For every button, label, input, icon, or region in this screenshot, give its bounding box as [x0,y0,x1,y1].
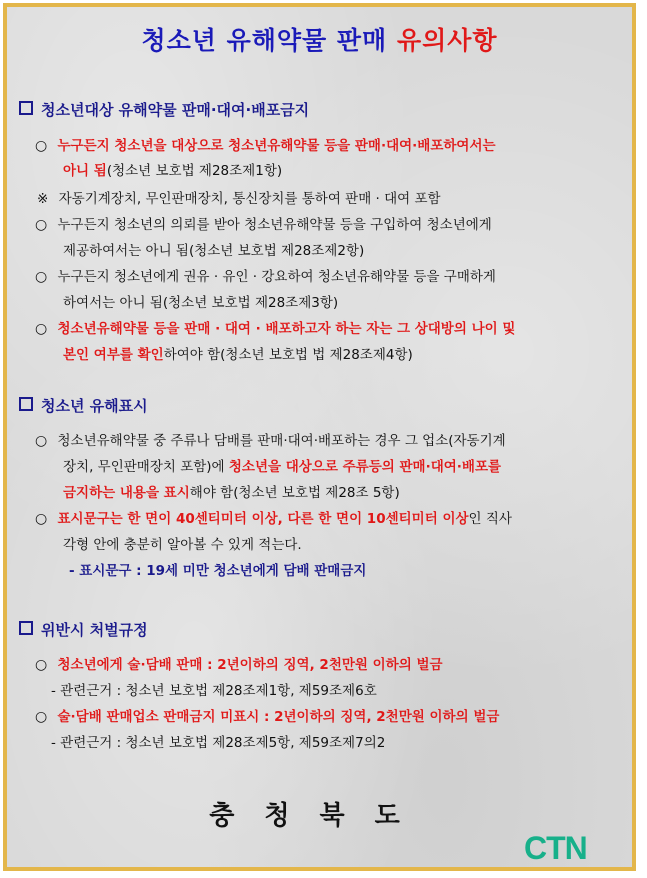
list-item: ○ 청소년에게 술·담배 판매 : 2년이하의 징역, 2천만원 이하의 벌금 [35,657,443,673]
section-heading-penalty: 위반시 처벌규정 [19,619,148,640]
ctn-logo: CTN [524,830,587,866]
list-item: ○ 누구든지 청소년에게 권유 · 유인 · 강요하여 청소년유해약물 등을 구매하게 [35,269,496,285]
list-item: ○ 청소년유해약물 등을 판매 · 대여 · 배포하고자 하는 자는 그 상대방의 나이 및 [35,321,516,337]
list-item: ○ 누구든지 청소년을 대상으로 청소년유해약물 등을 판매·대여·배포하여서는 [35,138,496,154]
legal-basis: - 관련근거 : 청소년 보호법 제28조제1항, 제59조제6호 [51,683,377,699]
checkbox-square-icon [19,397,33,411]
list-item-cont: 하여서는 아니 됨(청소년 보호법 제28조제3항) [63,295,339,311]
section-heading-label: 청소년 유해표시 [19,395,148,416]
legal-basis: - 관련근거 : 청소년 보호법 제28조제5항, 제59조제7의2 [51,735,386,751]
list-item-cont: 아니 됨(청소년 보호법 제28조제1항) [63,163,283,179]
poster-frame [3,3,636,871]
list-item: ○ 표시문구는 한 면이 40센티미터 이상, 다른 한 면이 10센티미터 이상인 직사 [35,511,512,527]
checkbox-square-icon [19,101,33,115]
label-phrase-note: - 표시문구 : 19세 미만 청소년에게 담배 판매금지 [69,563,367,579]
list-item: ○ 청소년유해약물 중 주류나 담배를 판매·대여·배포하는 경우 그 업소(자동기계 [35,433,506,449]
list-item: ○ 누구든지 청소년의 의뢰를 받아 청소년유해약물 등을 구입하여 청소년에게 [35,217,492,233]
issuer-name: 충청북도 [209,801,430,831]
list-item-cont: 각형 안에 충분히 알아볼 수 있게 적는다. [63,537,302,553]
section-heading-ban: 청소년대상 유해약물 판매·대여·배포금지 [19,99,309,120]
list-item-note: ※ 자동기계장치, 무인판매장치, 통신장치를 통하여 판매 · 대여 포함 [37,191,441,207]
page-title: 청소년 유해약물 판매 유의사항 [141,26,498,55]
checkbox-square-icon [19,621,33,635]
list-item: ○ 술·담배 판매업소 판매금지 미표시 : 2년이하의 징역, 2천만원 이하의 벌금 [35,709,500,725]
list-item-cont: 본인 여부를 확인하여야 함(청소년 보호법 법 제28조제4항) [63,347,413,363]
list-item-cont: 금지하는 내용을 표시해야 함(청소년 보호법 제28조 5항) [63,485,400,501]
list-item-cont: 제공하여서는 아니 됨(청소년 보호법 제28조제2항) [63,243,365,259]
list-item-cont: 장치, 무인판매장치 포함)에 청소년을 대상으로 주류등의 판매·대여·배포를 [63,459,502,475]
